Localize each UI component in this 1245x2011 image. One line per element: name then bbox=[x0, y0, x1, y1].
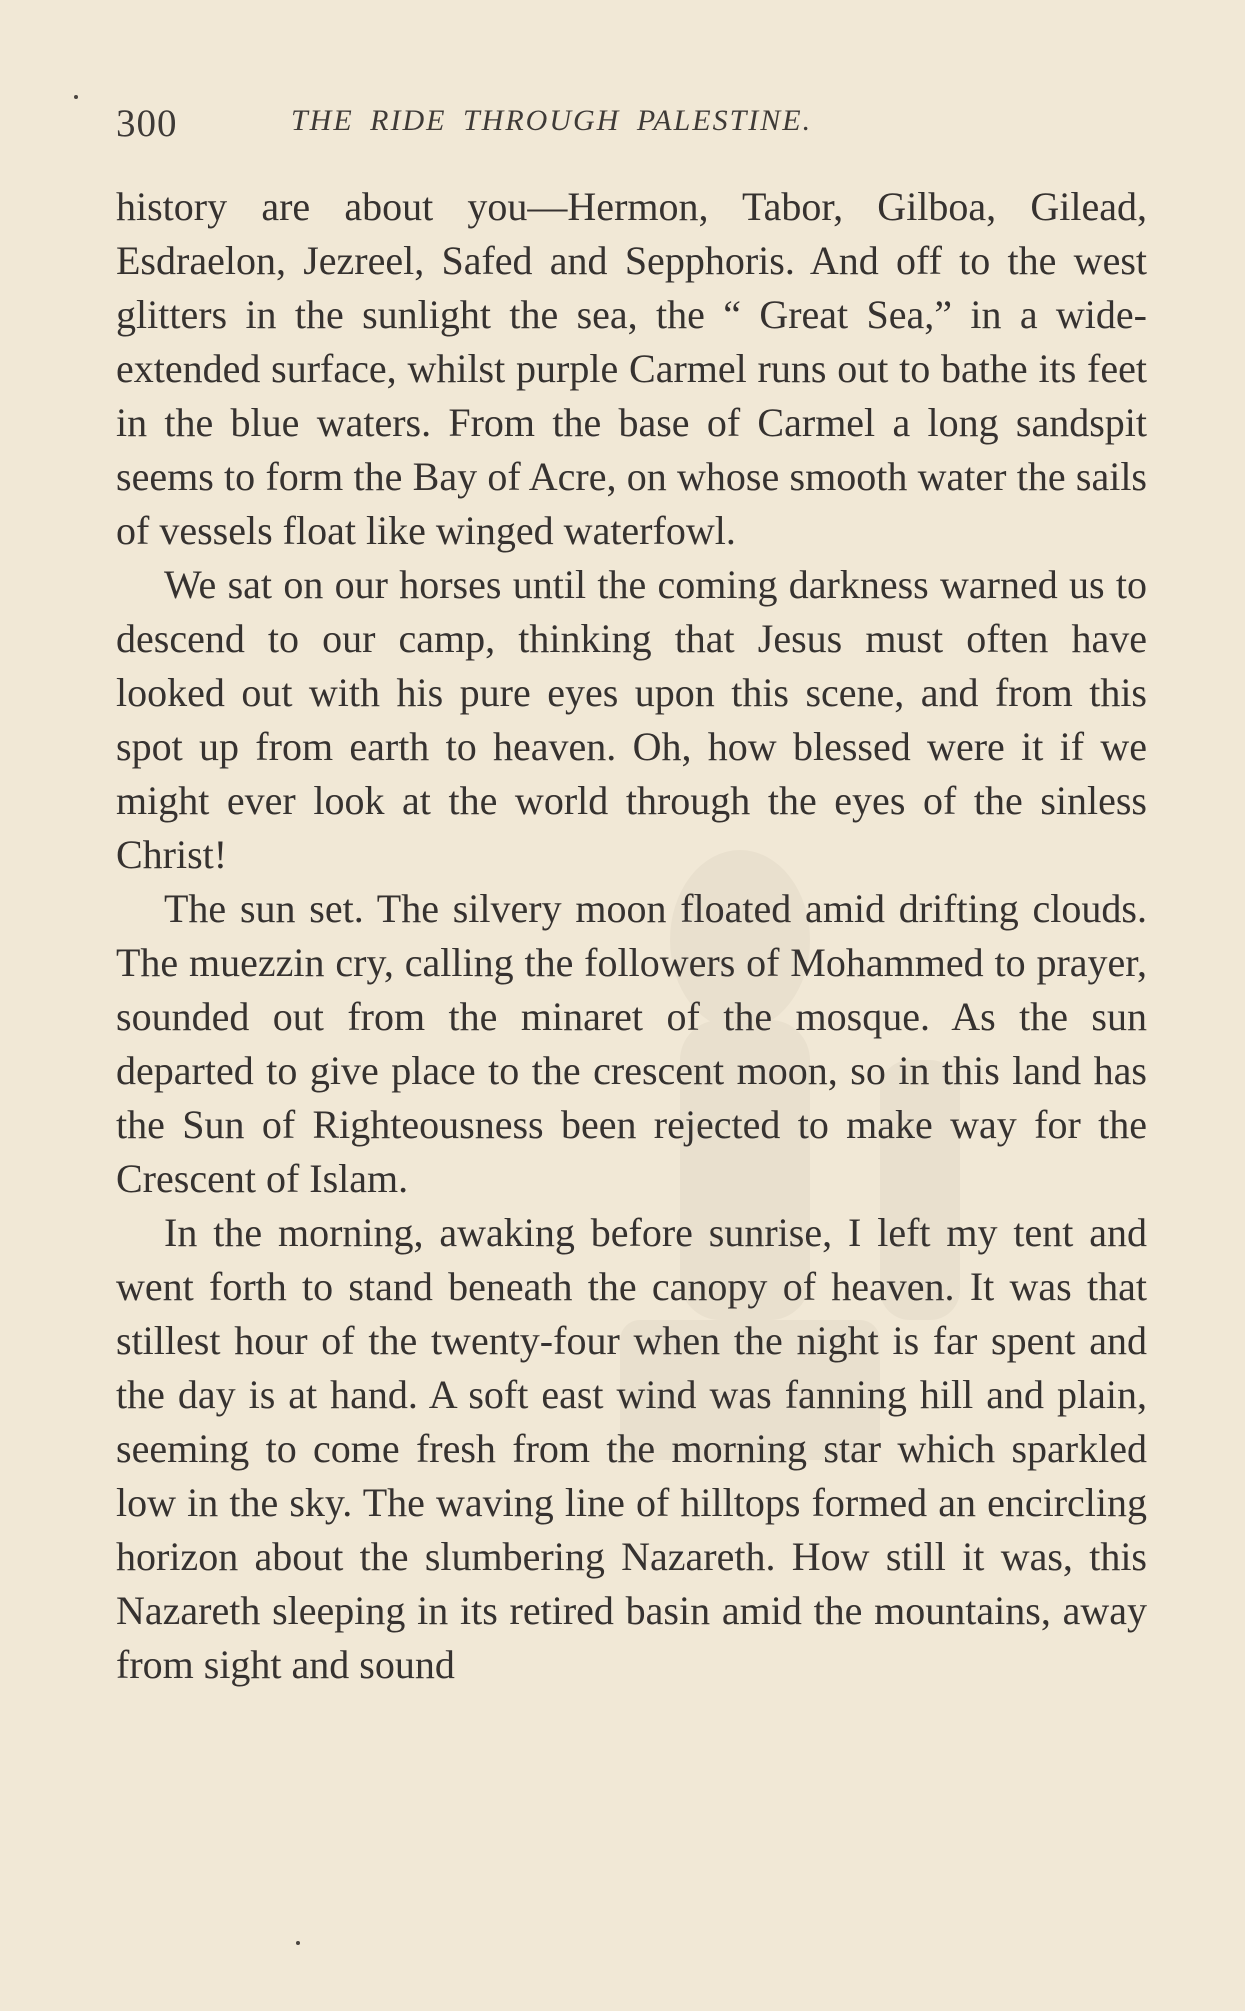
running-title: THE RIDE THROUGH PALESTINE. bbox=[291, 104, 813, 137]
print-speck bbox=[74, 95, 78, 99]
page-number: 300 bbox=[116, 102, 178, 145]
paragraph: The sun set. The silvery moon floated amid drifting clouds. The muezzin cry, calling the followers of Mohammed to prayer, sounded out from the minaret of the mosque. As the sun departed to give place to the crescent moon, so in this land has the Sun of Righteousness been rejected to make way for the Crescent of Islam. bbox=[116, 886, 1147, 1201]
paragraph: In the morning, awaking before sunrise, I left my tent and went forth to stand beneath the canopy of heaven. It was that stillest hour of the twenty-four when the night is far spent and the day is at hand. A soft east wind was fanning hill and plain, seeming to come fresh from the morning star which sparkled low in the sky. The waving line of hilltops formed an encircling horizon about the slumbering Nazareth. How still it was, this Nazareth sleeping in its retired basin amid the mountains, away from sight and sound bbox=[116, 1210, 1147, 1687]
page-header bbox=[116, 101, 1136, 153]
print-speck bbox=[296, 1941, 300, 1945]
paragraph: history are about you—Hermon, Tabor, Gilboa, Gilead, Esdraelon, Jezreel, Safed and Sepphoris. And off to the west glitters in the sunlight the sea, the “ Great Sea,” in a wide-extended surface, whilst purple Carmel runs out to bathe its feet in the blue waters. From the base of Carmel a long sandspit seems to form the Bay of Acre, on whose smooth water the sails of vessels float like winged waterfowl. bbox=[116, 184, 1147, 553]
paragraph: We sat on our horses until the coming darkness warned us to descend to our camp, thinking that Jesus must often have looked out with his pure eyes upon this scene, and from this spot up from earth to heaven. Oh, how blessed were it if we might ever look at the world through the eyes of the sinless Christ! bbox=[116, 562, 1147, 877]
body-text bbox=[116, 180, 1147, 1692]
